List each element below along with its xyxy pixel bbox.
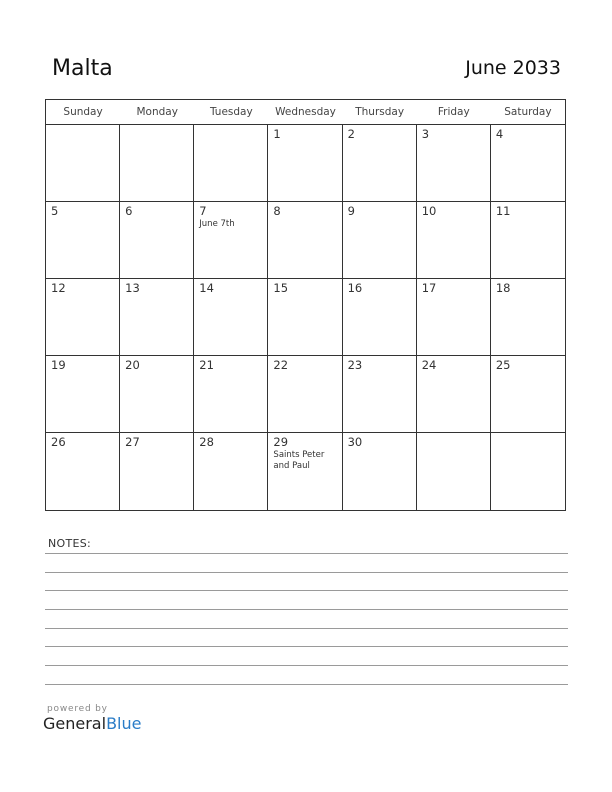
day-cell [194, 356, 268, 432]
day-number: 19 [51, 358, 66, 372]
day-cell [46, 279, 120, 355]
day-cell [417, 433, 491, 510]
notes-line [45, 665, 568, 666]
day-cell [417, 356, 491, 432]
day-number: 3 [421, 127, 430, 141]
weekday-label: Tuesday [209, 106, 253, 118]
notes-line [45, 628, 568, 629]
day-cell [491, 202, 565, 278]
day-number: 15 [273, 281, 289, 295]
day-cell [120, 356, 194, 432]
day-cell [268, 125, 342, 201]
day-cell [120, 125, 194, 201]
day-cell [268, 279, 342, 355]
day-number: 17 [421, 281, 437, 295]
day-number: 14 [199, 281, 214, 295]
day-cell [491, 125, 565, 201]
day-number: 30 [347, 435, 363, 449]
day-cell [343, 356, 417, 432]
country-title: Malta [52, 56, 113, 81]
day-number: 7 [199, 204, 207, 218]
day-cell [417, 125, 491, 201]
day-number: 16 [347, 281, 363, 295]
day-number: 11 [495, 204, 511, 218]
holiday-label: Saints Peter and Paul [273, 450, 325, 472]
day-number: 25 [495, 358, 511, 372]
day-number: 27 [125, 435, 140, 449]
notes-label: NOTES: [48, 537, 92, 550]
day-number: 24 [421, 358, 437, 372]
notes-line [45, 609, 568, 610]
day-number: 20 [125, 358, 140, 372]
day-cell [120, 433, 194, 510]
day-cell [491, 356, 565, 432]
day-number: 28 [199, 435, 214, 449]
day-number: 4 [495, 127, 504, 141]
day-number: 1 [273, 127, 281, 141]
day-number: 23 [347, 358, 363, 372]
brand-logo [43, 704, 141, 733]
day-cell [268, 356, 342, 432]
day-cell [194, 202, 268, 278]
day-cell [268, 433, 342, 510]
calendar-grid [45, 99, 566, 511]
day-cell [194, 433, 268, 510]
day-cell [268, 202, 342, 278]
day-cell [46, 125, 120, 201]
day-cell [343, 202, 417, 278]
day-number: 6 [125, 204, 133, 218]
day-number: 26 [51, 435, 66, 449]
day-cell [120, 202, 194, 278]
weekday-header [46, 100, 565, 125]
weekday-label: Friday [437, 106, 470, 118]
notes-line [45, 684, 568, 685]
calendar-weeks [46, 125, 565, 510]
day-cell [491, 279, 565, 355]
day-number: 21 [199, 358, 214, 372]
day-number: 10 [421, 204, 437, 218]
weekday-label: Sunday [63, 106, 103, 118]
day-number: 18 [495, 281, 511, 295]
month-year-title: June 2033 [465, 57, 561, 79]
day-number: 9 [347, 204, 355, 218]
day-number: 8 [273, 204, 281, 218]
day-number: 12 [51, 281, 66, 295]
day-cell [343, 279, 417, 355]
notes-line [45, 572, 568, 573]
brand-name [43, 714, 141, 733]
powered-by-text: powered by [47, 704, 108, 714]
day-number: 2 [347, 127, 355, 141]
day-cell [343, 125, 417, 201]
day-cell [491, 433, 565, 510]
week-row [46, 433, 565, 510]
brand-general: General [43, 714, 107, 733]
notes-line [45, 646, 568, 647]
brand-blue: Blue [106, 714, 142, 733]
day-cell [417, 202, 491, 278]
week-row [46, 356, 565, 433]
day-cell [343, 433, 417, 510]
holiday-label: June 7th [199, 219, 235, 229]
day-cell [417, 279, 491, 355]
week-row [46, 202, 565, 279]
day-number: 22 [273, 358, 289, 372]
day-cell [46, 202, 120, 278]
week-row [46, 125, 565, 202]
day-number: 13 [125, 281, 140, 295]
weekday-label: Monday [136, 106, 178, 118]
weekday-label: Thursday [355, 106, 405, 118]
notes-line [45, 590, 568, 591]
weekday-label: Saturday [504, 106, 552, 118]
week-row [46, 279, 565, 356]
notes-line [45, 553, 568, 554]
day-number: 29 [273, 435, 289, 449]
day-cell [120, 279, 194, 355]
day-cell [46, 356, 120, 432]
day-cell [194, 279, 268, 355]
weekday-label: Wednesday [275, 106, 336, 118]
day-cell [46, 433, 120, 510]
day-cell [194, 125, 268, 201]
day-number: 5 [51, 204, 59, 218]
